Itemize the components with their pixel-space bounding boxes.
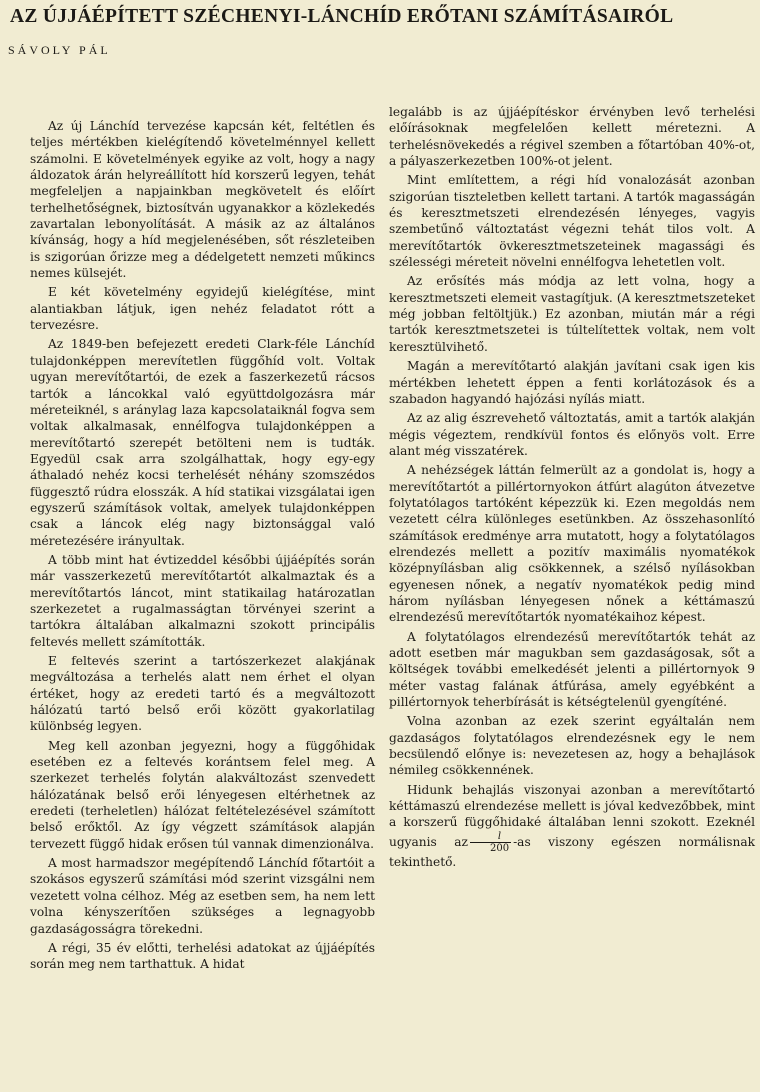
- paragraph: E két követelmény egyidejű kielégítése, mint alantiakban látjuk, igen nehéz feladatot rótt a tervezésre.: [30, 285, 375, 333]
- paragraph: A most harmadszor megépítendő Lánchíd főtartóit a szokásos egyszerű számítási mód szerint vizsgálni nem vezetett volna célhoz. Még az esetben sem, ha nem lett volna kényszerítően szükséges a legnagyobb gazdaságosságra törekedni.: [30, 856, 375, 936]
- paragraph: Meg kell azonban jegyezni, hogy a függőhidak esetében ez a feltevés korántsem felel meg. A szerkezet terhelés folytán alakváltozást szenvedett hálózatának belső erői lényegesen eltérhetnek az eredeti (terheletlen) hálózat feltételezésével számított belső erőktől. Az így végzett számítások alapján tervezett függő hidak erősen túl vannak dimenzionálva.: [30, 738, 375, 851]
- paragraph-with-formula: [389, 782, 755, 870]
- paragraph: A régi, 35 év előtti, terhelési adatokat az újjáépítés során meg nem tarthattuk. A hidat: [30, 940, 375, 972]
- formula-trailing-text: -as viszony egészen normálisnak tekinthető.: [389, 834, 755, 869]
- article-title: AZ ÚJJÁÉPÍTETT SZÉCHENYI-LÁNCHÍD ERŐTANI SZÁMÍTÁSAIRÓL: [10, 6, 674, 27]
- ratio-fraction: [470, 831, 511, 854]
- author-name: SÁVOLY PÁL: [8, 43, 111, 57]
- paragraph: legalább is az újjáépítéskor érvényben levő terhelési előírásoknak megfelelően kellett méretezni. A terhelésnövekedés a régivel szemben a főtartóban 40%-ot, a pályaszerkezetben 100%-ot jelent.: [389, 105, 755, 169]
- fraction-numerator: l: [470, 831, 511, 843]
- right-column: [389, 104, 755, 870]
- paragraph: Az 1849-ben befejezett eredeti Clark-féle Lánchíd tulajdonképpen merevítetlen függőhíd volt. Voltak ugyan merevítőtartói, de ezek a faszerkezetű rácsos tartók a láncokkal való együttdolgozásra már méreteiknél, s aránylag laza kapcsolataiknál fogva sem voltak alkalmasak, ennélfogva tulajdonképpen a merevítőtartó szerepét betölteni nem is tudták. Egyedül csak arra szolgálhattak, hogy egy-egy áthaladó nehéz kocsi terhelését néhány szomszédos függesztő rúdra elosszák. A híd statikai vizsgálatai igen egyszerű számítások voltak, amelyek tulajdonképpen csak a láncok elég nagy biztonsággal való méretezésére irányultak.: [30, 337, 375, 548]
- paragraph: A több mint hat évtizeddel későbbi újjáépítés során már vasszerkezetű merevítőtartót alkalmaztak és a merevítőtartós láncot, mint statikailag határozatlan szerkezetet a rugalmasságtan törvényei szerint a tartókra általában alkalmazni szokott principális feltevés mellett számították.: [30, 552, 375, 649]
- fraction-denominator: 200: [489, 842, 510, 854]
- paragraph: Az új Lánchíd tervezése kapcsán két, feltétlen és teljes mértékben kielégítendő követelménnyel kellett számolni. E követelmények egyike az volt, hogy a nagy áldozatok árán helyreállított híd korszerű legyen, tehát megfeleljen a napjainkban megkövetelt és előírt terhelhetőségnek, biztosítván ugyanakkor a közlekedés zavartalan lebonyolítását. A másik az az általános kívánság, hogy a híd megjelenésében, sőt részleteiben is szigorúan őrizze meg a dédelgetett nemzeti műkincs nemes külsejét.: [30, 119, 375, 281]
- paragraph: A folytatólagos elrendezésű merevítőtartók tehát az adott esetben már magukban sem gazdaságosak, sőt a költségek további emelkedését jelenti a pillértornyok 9 méter vastag falának átfúrása, amely egyébként a pillértornyok teherbírását is kétségtelenül gyengíténé.: [389, 629, 755, 710]
- paragraph: Mint említettem, a régi híd vonalozását azonban szigorúan tiszteletben kellett tartani. A tartók magasságán és keresztmetszeti elrendezésén lényeges, vagyis szembetűnő változtatást végezni tehát tilos volt. A merevítőtartók övkeresztmetszeteinek magassági és szélességi méreteit növelni ennélfogva lehetetlen volt.: [389, 173, 755, 270]
- paragraph: A nehézségek láttán felmerült az a gondolat is, hogy a merevítőtartót a pillértornyokon átfúrt alagúton átvezetve folytatólagos tartóként képezzük ki. Ezen megoldás nem vezetett célra különleges esetünkben. Az összehasonlító számítások eredménye arra mutatott, hogy a folytatólagos elrendezés mellett a pozitív maximális nyomatékok középnyílásban alig csökkennek, a szélső nyílásokban egyenesen nőnek, a negatív nyomatékok pedig mind három nyílásban lényegesen nőnek a kéttámaszú elrendezésű merevítőtartók nyomatékaihoz képest.: [389, 463, 755, 625]
- paragraph: E feltevés szerint a tartószerkezet alakjának megváltozása a terhelés alatt nem érhet el olyan értéket, hogy az eredeti tartó és a megváltozott hálózatú tartó belső erői között gyakorlatilag különbség legyen.: [30, 654, 375, 734]
- paragraph: Magán a merevítőtartó alakján javítani csak igen kis mértékben lehetett éppen a fenti korlátozások és a szabadon hagyandó hajózási nyílás miatt.: [389, 359, 755, 406]
- paragraph: Volna azonban az ezek szerint egyáltalán nem gazdaságos folytatólagos elrendezésnek egy le nem becsülendő előnye is: nevezetesen az, hogy a behajlások némileg csökkennének.: [389, 714, 755, 778]
- paragraph: Az erősítés más módja az lett volna, hogy a keresztmetszeti elemeit vastagítjuk. (A keresztmetszeteket még jobban feltöltjük.) Ez azonban, miután már a régi tartók keresztmetszetei is túltelítettek voltak, nem volt keresztülvihető.: [389, 274, 755, 354]
- paragraph: Az az alig észrevehető változtatás, amit a tartók alakján mégis végeztem, rendkívül fontos és előnyös volt. Erre alant még visszatérek.: [389, 411, 755, 458]
- paragraph-text: Hidunk behajlás viszonyai azonban a merevítőtartó kéttámaszú elrendezése mellett is jóval kedvezőbbek, mint a korszerű függőhidaké általában lenni szokott. Ezeknél ugyanis az: [389, 782, 755, 849]
- left-column: [30, 118, 375, 973]
